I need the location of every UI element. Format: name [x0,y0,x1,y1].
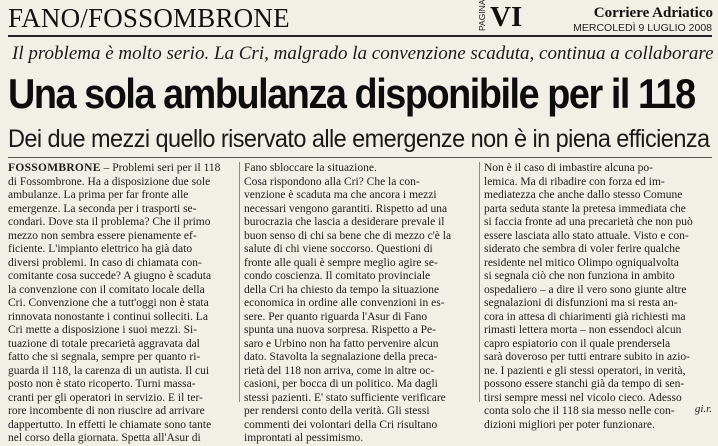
article-line [244,405,470,419]
article-line [244,419,470,433]
article-line [484,419,710,433]
article-line-text: rore incombente di non riuscire ad arrivare [8,405,205,417]
article-line [244,392,470,406]
article-line [484,189,710,203]
article-line-text: nel corso della giornata. Spetta all'Asur di [8,432,201,444]
article-line [8,189,234,203]
article-line-text: ospedaliero – a dire il vero sono giunte altre [484,283,687,296]
article-column-2 [244,162,470,444]
article-line-text: Cosa rispondono alla Cri? Che la con- [244,175,420,188]
article-line-text: guarda il 118, la carenza di un autista. Il cui [8,364,210,377]
article-line-text: fronte alle quali è sempre meglio agire se- [244,256,438,269]
article-line [8,419,234,433]
article-line-text: tirsi sempre messi nel vicolo cieco. Adesso [484,391,682,404]
article-line-text: improntati al pessimismo. [244,432,364,444]
article-line [484,203,710,217]
article-line [484,270,710,284]
article-line [244,162,470,176]
article-line-text: – Problemi seri per il 118 [100,162,221,174]
article-headline: Una sola ambulanza disponibile per il 118 [8,70,695,117]
article-line [8,324,234,338]
header-rule [8,35,712,37]
article-line [8,230,234,244]
article-line [8,162,234,176]
article-line [244,216,470,230]
article-line [484,311,710,325]
article-line [484,162,710,176]
column-separator [239,162,240,402]
headline-rule [8,157,712,158]
article-line [484,297,710,311]
article-line [8,270,234,284]
article-line-text: cranti per gli operatori in servizio. E il ter- [8,391,203,404]
article-line-text: dato. Stavolta la segnalazione della preca- [244,351,438,363]
article-line-text: commenti dei volontari della Cri risultano [244,418,438,431]
article-line-text: ficiente. L'impianto elettrico ha già dato [8,243,193,255]
article-line-text: rimasti lettera morta – non essendoci alcun [484,324,682,336]
article-line-text: emergenze. La seconda per i trasporti se- [8,202,197,215]
article-line-text: burocrazia che lascia a desiderare prevale il [244,216,445,228]
article-line-text: posto non è stato ricoperto. Turni massa- [8,378,196,390]
article-line-text: dappertutto. In effetti le chiamate sono tante [8,418,212,431]
article-line-text: sere. Per quanto riguarda l'Asur di Fano [244,310,428,323]
article-kicker: Il problema è molto serio. La Cri, malgrado la convenzione scaduta, continua a collaborare [12,43,714,64]
article-line-text: buon senso di chi sa bene che di mezzo c'è la [244,229,452,242]
article-line-text: casioni, per bocca di un politico. Ma dagli [244,378,438,390]
article-line [484,324,710,338]
article-line-text: parta seduta stante la pretesa immediata che [484,202,686,215]
author-signature: gi.r. [694,403,712,415]
article-line [244,176,470,190]
article-column-1 [8,162,234,444]
column-separator [479,162,480,402]
article-line-text: lemica. Ma di ribadire con forza ed im- [484,175,665,188]
section-title: FANO/FOSSOMBRONE [8,3,290,33]
article-line [8,284,234,298]
article-line-text: capro espiatorio con il quale prendersela [484,337,671,350]
article-line-text: cora in attesa di chiarimenti già richiesti ma [484,310,686,323]
article-line [8,338,234,352]
article-line [484,365,710,379]
article-line [484,176,710,190]
article-line [8,216,234,230]
article-line-text: diversi problemi. In caso di chiamata con- [8,256,202,269]
article-line [8,432,234,446]
article-line [244,432,470,446]
article-line-text: mezzo non sembra essere pienamente ef- [8,229,197,242]
article-line-text: siderato che sembra di voler ferire qualche [484,243,681,255]
article-line-text: stessi pazienti. E' stato sufficiente verificare [244,391,446,404]
article-line [8,176,234,190]
article-line-text: rinnovata nonostante i continui solleciti. La [8,310,208,323]
article-line [244,257,470,271]
article-line [484,216,710,230]
article-line-text: Cri mette a disposizione i suoi mezzi. Si- [8,324,198,336]
article-line-text: si segnala ciò che non funziona in ambito [484,270,675,282]
article-line [244,270,470,284]
article-line-text: essere lasciata allo stato attuale. Visto e con- [484,229,689,242]
article-line [244,378,470,392]
article-line [8,405,234,419]
article-line-text: Cri. Convenzione che a tutt'oggi non è stata [8,297,209,309]
article-line [8,203,234,217]
article-line [8,257,234,271]
article-line-text: spunta una nuova sorpresa. Rispetto a Pe- [244,324,436,336]
pagina-label: PAGINA [477,0,487,31]
publication-date: MERCOLEDÌ 9 LUGLIO 2008 [573,22,712,34]
article-line [484,243,710,257]
article-line-text: ne. I pazienti e gli stessi operatori, in verità, [484,364,686,377]
newspaper-name: Corriere Adriatico [593,5,713,21]
article-line [484,230,710,244]
article-line-text: tuazione di totale precarietà aggravata dal [8,337,200,350]
article-line-text: sarà doveroso per tutti entrare subito in azio- [484,351,690,363]
article-line-text: rietà del 118 non arriva, come in altre oc- [244,364,435,377]
article-line [244,311,470,325]
article-line [8,297,234,311]
article-line-text: segnalazioni di disfunzioni ma si resta an- [484,297,678,309]
article-line [8,365,234,379]
article-line [244,243,470,257]
article-line-text: per rendersi conto della verità. Gli stessi [244,405,430,417]
article-line-text: Non è il caso di imbastire alcuna po- [484,162,653,174]
article-line-text: condari. Dove sta il problema? Che il primo [8,216,211,228]
page-number: VI [490,1,523,33]
article-line [8,392,234,406]
article-line-text: possono essere stanchi già da tempo di sen- [484,378,685,390]
article-line-text: venzione è scaduta ma che ancora i mezzi [244,189,437,201]
article-line [484,284,710,298]
article-line-text: comitante cosa succede? A giugno è scaduta [8,270,212,282]
article-line [8,311,234,325]
article-line-text: della Cri ha chiesto da tempo la situazione [244,283,440,296]
article-line-text: economica in ordine alle convenzioni in es- [244,297,445,309]
article-line [244,203,470,217]
article-line [484,351,710,365]
article-subheadline: Dei due mezzi quello riservato alle emergenze non è in piena efficienza [8,125,710,153]
article-line [244,324,470,338]
article-line-text: salute di chi viene soccorso. Questioni di [244,243,433,255]
article-line-text: ambulanze. La prima per far fronte alle [8,189,189,201]
article-line [244,297,470,311]
article-line-text: si faccia fronte ad una precarietà che non può [484,216,693,228]
article-line [8,378,234,392]
article-line-text: conta solo che il 118 sia messo nelle con- [484,405,675,417]
article-line-text: residente nel mitico Olimpo ogniqualvolta [484,256,679,269]
article-line-text: fatto che si segnala, sempre per quanto ri- [8,351,201,363]
article-line [244,338,470,352]
article-line-text: mediatezza che anche dallo stesso Comune [484,189,683,201]
article-line [244,365,470,379]
article-line-text: Fano sbloccare la situazione. [244,162,377,174]
article-line [244,284,470,298]
article-line [484,338,710,352]
article-line-text: dizioni migliori per poter funzionare. [484,418,655,431]
article-line-text: la convenzione con il comitato locale della [8,283,205,296]
article-line [244,189,470,203]
article-line-text: condo coscienza. Il comitato provinciale [244,270,431,282]
article-line [8,351,234,365]
article-line [244,351,470,365]
article-line-text: saro e Urbino non ha fatto pervenire alcun [244,337,439,350]
article-line-text: di Fossombrone. Ha a disposizione due sole [8,175,211,188]
article-line [484,378,710,392]
article-line [484,257,710,271]
article-dateline: FOSSOMBRONE [8,162,101,174]
article-line [244,230,470,244]
article-line-text: necessari vengono garantiti. Rispetto ad una [244,202,448,215]
article-line [8,243,234,257]
